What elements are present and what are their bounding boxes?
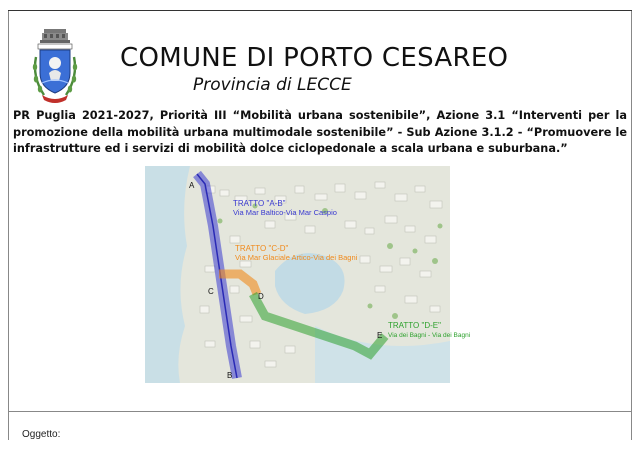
point-d-label: D (258, 292, 264, 301)
segment-ab-title: TRATTO "A-B" (233, 199, 286, 208)
municipality-title: COMUNE DI PORTO CESAREO (120, 43, 509, 73)
point-c-label: C (208, 287, 214, 296)
top-rule (8, 10, 632, 11)
segment-de-subtitle: Via dei Bagni - Via dei Bagni (388, 332, 471, 339)
segment-de-title: TRATTO "D-E" (388, 321, 441, 330)
municipal-crest-icon (30, 27, 80, 107)
project-description: PR Puglia 2021-2027, Priorità III “Mobilità urbana sostenibile”, Azione 3.1 “Interventi per la promozione della mobilità urbana multimodale sostenibile” - Sub Azione 3.1.2 - “Promuovere le infrastrutture ed i servizi di mobilità dolce ciclopedonale a scala urbana e suburbana.” (13, 109, 627, 155)
segment-cd-subtitle: Via Mar Glaciale Artico-Via dei Bagni (235, 253, 358, 262)
province-subtitle: Provincia di LECCE (193, 75, 352, 95)
project-map (145, 166, 471, 383)
point-b-label: B (227, 371, 233, 380)
bottom-rule (8, 411, 632, 412)
segment-cd-title: TRATTO "C-D" (235, 244, 289, 253)
subject-label: Oggetto: (22, 429, 61, 440)
point-e-label: E (377, 331, 383, 340)
segment-ab-subtitle: Via Mar Baltico-Via Mar Caspio (233, 208, 337, 217)
point-a-label: A (189, 181, 195, 190)
